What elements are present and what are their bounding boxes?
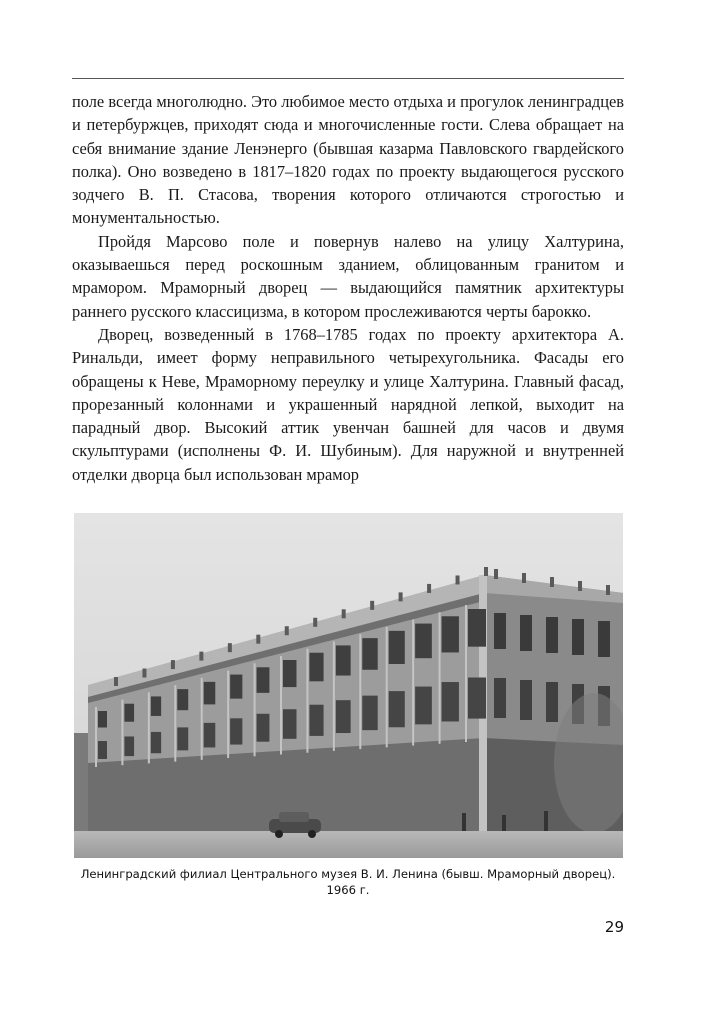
header-rule	[72, 78, 624, 79]
page-number: 29	[604, 918, 624, 936]
body-text	[72, 90, 624, 486]
paragraph-2: Пройдя Марсово поле и повернув налево на улицу Халтурина, оказываешься перед роскошным зданием, облицованным гранитом и мрамором. Мраморный дворец — выдающийся памятник архитектуры раннего русского классицизма, в котором прослеживаются черты барокко.	[72, 231, 624, 321]
figure-caption	[72, 866, 624, 898]
caption-line-2: 1966 г.	[326, 883, 370, 897]
marble-palace-photo	[74, 513, 623, 858]
caption-line-1: Ленинградский филиал Центрального музея В. И. Ленина (бывш. Мраморный дворец).	[80, 867, 616, 881]
paragraph-3: Дворец, возведенный в 1768–1785 годах по проекту архитектора А. Ринальди, имеет форму неправильного четырехугольника. Фасады его обращены к Неве, Мраморному переулку и улице Халтурина. Главный фасад, прорезанный колоннами и украшенный нарядной лепкой, выходит на парадный двор. Высокий аттик увенчан башней для часов и двумя скульптурами (исполнены Ф. И. Шубиным). Для наружной и внутренней отделки дворца был использован мрамор	[72, 324, 624, 484]
paragraph-1: поле всегда многолюдно. Это любимое место отдыха и прогулок ленинградцев и петербуржцев, приходят сюда и многочисленные гости. Слева обращает на себя внимание здание Ленэнерго (бывшая казарма Павловского гвардейского полка). Оно возведено в 1817–1820 годах по проекту выдающегося русского зодчего В. П. Стасова, творения которого отличаются строгостью и монументальностью.	[72, 92, 624, 228]
